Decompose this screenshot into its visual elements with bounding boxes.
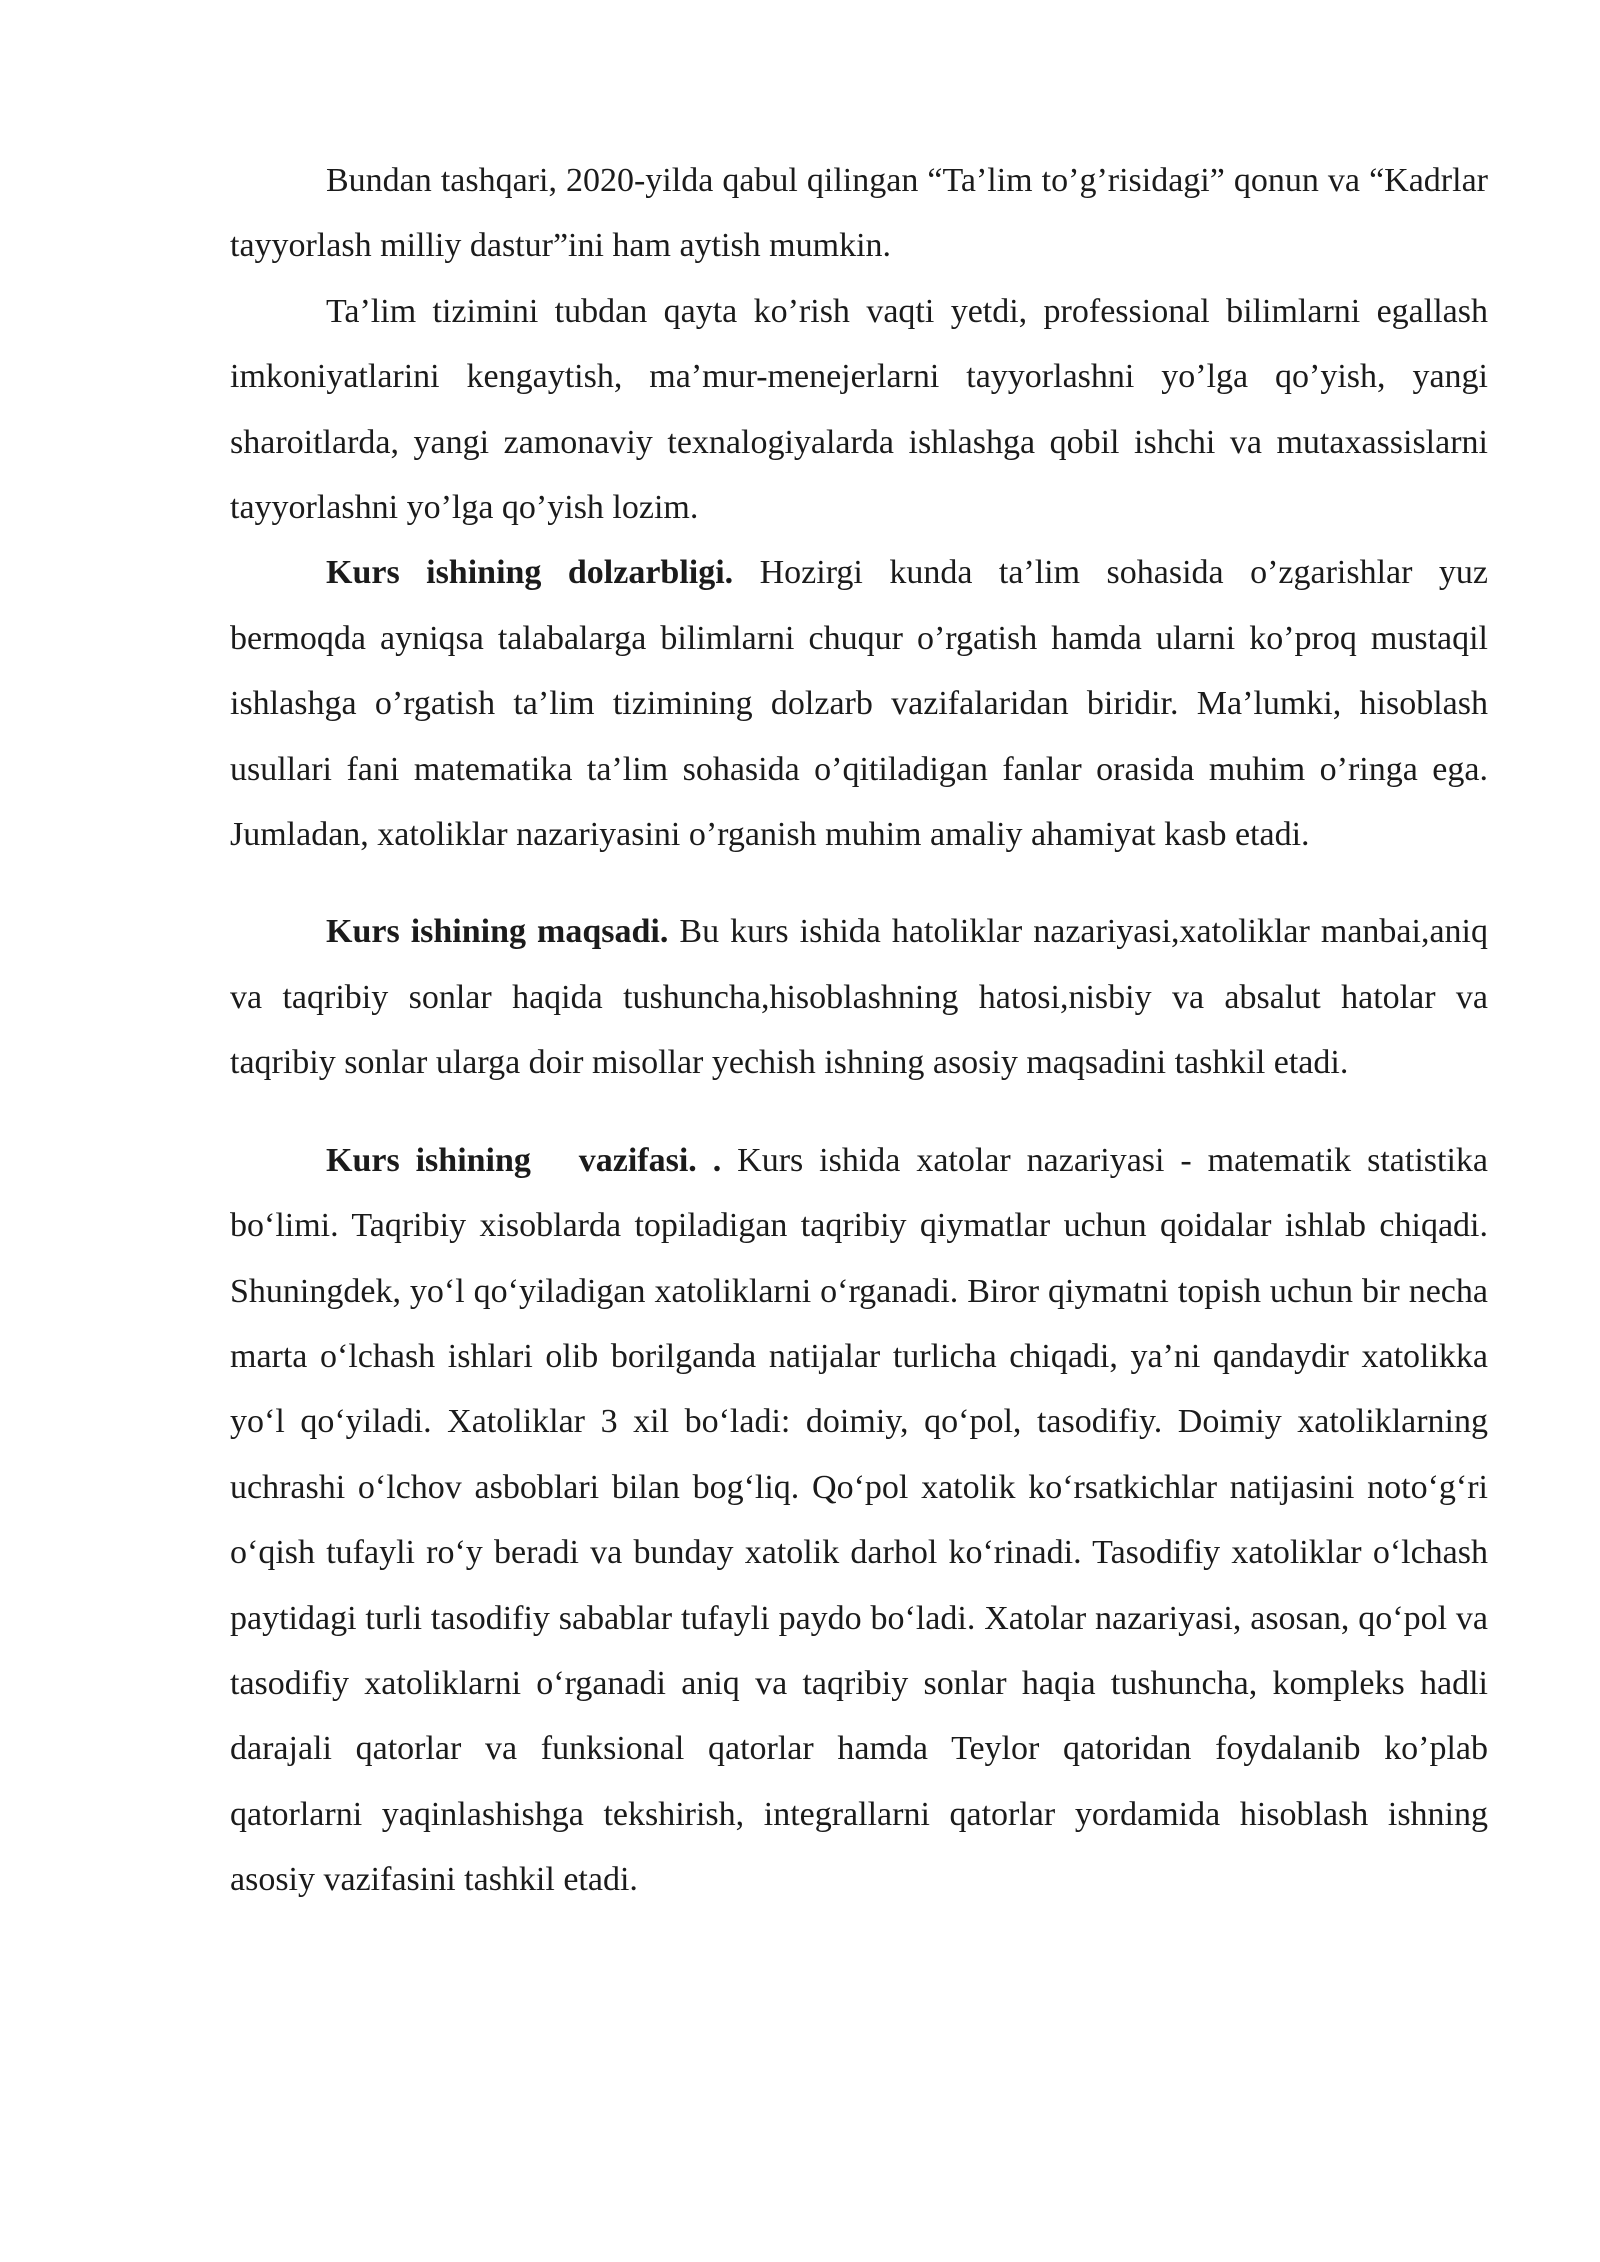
paragraph-relevance <box>230 540 1488 867</box>
paragraph-text: Kurs ishida xatolar nazariyasi - matematik statistika bo‘limi. Taqribiy xisoblarda topiladigan taqribiy qiymatlar uchun qoidalar ishlab chiqadi. Shuningdek, yo‘l qo‘yiladigan xatoliklarni o‘rganadi. Biror qiymatni topish uchun bir necha marta o‘lchash ishlari olib borilganda natijalar turlicha chiqadi, ya’ni qandaydir xatolikka yo‘l qo‘yiladi. Xatoliklar 3 xil bo‘ladi: doimiy, qo‘pol, tasodifiy. Doimiy xatoliklarning uchrashi o‘lchov asboblari bilan bog‘liq. Qo‘pol xatolik ko‘rsatkichlar natijasini noto‘g‘ri o‘qish tufayli ro‘y beradi va bunday xatolik darhol ko‘rinadi. Tasodifiy xatoliklar o‘lchash paytidagi turli tasodifiy sabablar tufayli paydo bo‘ladi. Xatolar nazariyasi, asosan, qo‘pol va tasodifiy xatoliklarni o‘rganadi aniq va taqribiy sonlar haqia tushuncha, kompleks hadli darajali qatorlar va funksional qatorlar hamda Teylor qatoridan foydalanib ko’plab qatorlarni yaqinlashishga tekshirish, integrallarni qatorlar yordamida hisoblash ishning asosiy vazifasini tashkil etadi. <box>230 1141 1488 1899</box>
paragraph-education-reform <box>230 279 1488 541</box>
paragraph-tasks <box>230 1128 1488 1913</box>
document-page <box>230 148 1488 1913</box>
paragraph-text: Bu kurs ishida hatoliklar nazariyasi,xatoliklar manbai,aniq va taqribiy sonlar haqida tushuncha,hisoblashning hatosi,nisbiy va absalut hatolar va taqribiy sonlar ularga doir misollar yechish ishning asosiy maqsadini tashkil etadi. <box>230 913 1488 1082</box>
tasks-heading: Kurs ishining vazifasi. . <box>326 1141 722 1179</box>
paragraph-text: Hozirgi kunda ta’lim sohasida o’zgarishlar yuz bermoqda ayniqsa talabalarga bilimlarni chuqur o’rgatish hamda ularni ko’proq mustaqil ishlashga o’rgatish ta’lim tizimining dolzarb vazifalaridan biridir. Ma’lumki, hisoblash usullari fani matematika ta’lim sohasida o’qitiladigan fanlar orasida muhim o’ringa ega. Jumladan, xatoliklar nazariyasini o’rganish muhim amaliy ahamiyat kasb etadi. <box>230 554 1488 854</box>
relevance-heading: Kurs ishining dolzarbligi. <box>326 554 734 592</box>
paragraph-goal <box>230 899 1488 1095</box>
paragraph-text: Bundan tashqari, 2020-yilda qabul qilingan “Ta’lim to’g’risidagi” qonun va “Kadrlar tayyorlash milliy dastur”ini ham aytish mumkin. <box>230 162 1488 265</box>
paragraph-law-reference <box>230 148 1488 279</box>
goal-heading: Kurs ishining maqsadi. <box>326 913 669 951</box>
paragraph-text: Ta’lim tizimini tubdan qayta ko’rish vaqti yetdi, professional bilimlarni egallash imkoniyatlarini kengaytish, ma’mur-menejerlarni tayyorlashni yo’lga qo’yish, yangi sharoitlarda, yangi zamonaviy texnalogiyalarda ishlashga qobil ishchi va mutaxassislarni tayyorlashni yo’lga qo’yish lozim. <box>230 292 1488 527</box>
